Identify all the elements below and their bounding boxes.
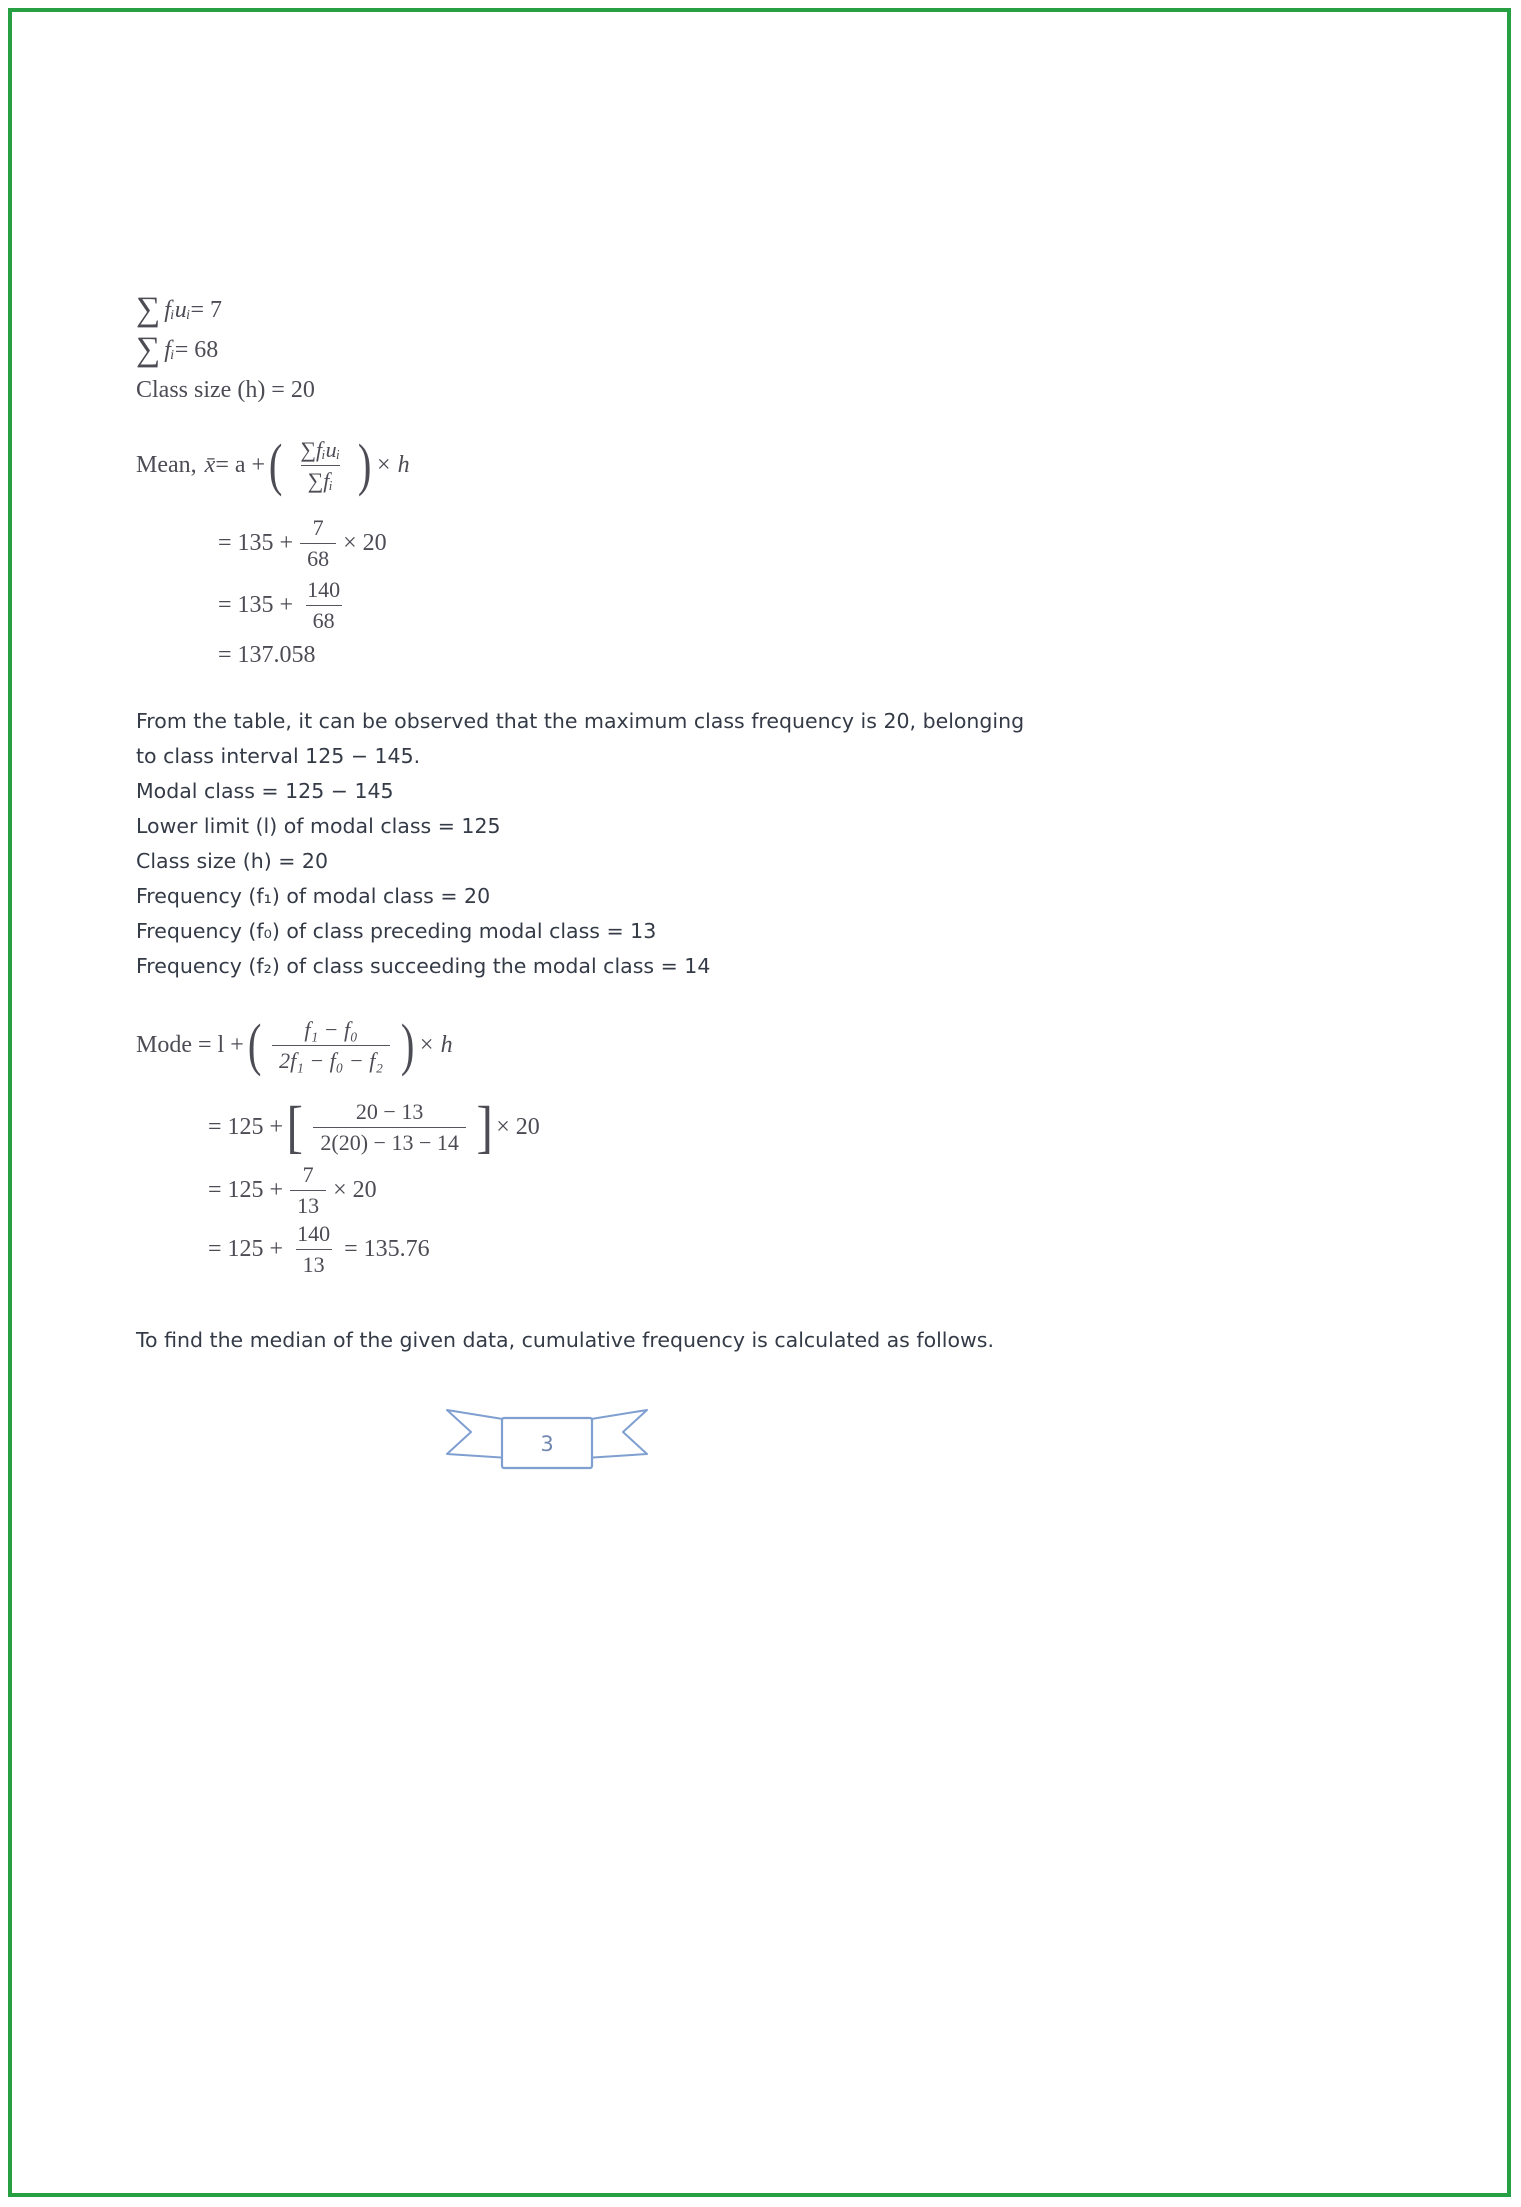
mean-fraction [293,435,347,495]
sum-fu-line [136,290,1507,330]
ribbon-left-tail [447,1410,509,1458]
mean-step1-fraction [300,513,336,573]
mode-frac-denominator: 2f₁ − f₀ − f₂ [272,1045,390,1076]
mean-frac-denominator: ∑fᵢ [301,465,340,496]
mean-label: Mean, [136,451,197,478]
ribbon-right-tail [585,1410,647,1458]
sum-fu-value: = 7 [190,296,223,323]
page-number-banner [441,1404,653,1478]
sum-f-value: = 68 [174,336,219,363]
mode-step-2 [208,1162,1507,1218]
mean-step1-prefix: = 135 + [218,529,294,556]
mode-step3-result: = 135.76 [344,1235,430,1262]
mode-step1-prefix: = 125 + [208,1113,284,1140]
observation-paragraph: From the table, it can be observed that the maximum class frequency is 20, belonging to class interval 125 − 145. [136,709,1025,768]
mode-step3-numerator: 140 [297,1221,331,1246]
mode-head: Mode = l + [136,1031,244,1058]
mode-step-3 [208,1218,1507,1280]
mode-times-h: × h [418,1031,453,1058]
sigma-symbol: ∑ [136,331,161,368]
sum-f-line [136,330,1507,370]
mode-step2-prefix: = 125 + [208,1176,284,1203]
mean-formula [136,428,1507,502]
mean-step-1 [218,512,1507,574]
lower-limit-line: Lower limit (l) of modal class = 125 [136,814,501,838]
mean-step1-denominator: 68 [300,543,336,574]
mode-step2-fraction [290,1160,326,1220]
mean-times-h: × h [375,451,410,478]
mode-step2-numerator: 7 [302,1162,314,1187]
mode-step1-numerator: 20 − 13 [355,1099,424,1124]
mode-formula [136,1006,1507,1084]
open-paren: ( [268,432,283,497]
ribbon-graphic [441,1404,653,1478]
page-content [12,12,1507,1478]
sigma-symbol: ∑ [136,291,161,328]
mean-step2-denominator: 68 [306,605,342,636]
modal-class-line: Modal class = 125 − 145 [136,779,394,803]
mean-step-2 [218,574,1507,636]
mean-step2-fraction [300,575,347,635]
mode-step3-fraction [290,1219,337,1279]
class-size-line-2: Class size (h) = 20 [136,849,328,873]
page-number: 3 [540,1432,554,1456]
close-paren: ) [358,432,372,497]
mean-step2-numerator: 140 [307,577,341,602]
open-bracket: [ [286,1094,303,1159]
mean-frac-numerator: ∑fᵢuᵢ [300,437,341,462]
mode-step1-denominator: 2(20) − 13 − 14 [313,1127,465,1158]
open-paren: ( [247,1012,262,1077]
close-bracket: ] [476,1094,493,1159]
close-paren: ) [400,1012,415,1077]
mode-step1-suffix: × 20 [496,1113,540,1140]
observations-block [136,704,1507,984]
frequency-f1-line: Frequency (f₁) of modal class = 20 [136,884,491,908]
mode-step3-prefix: = 125 + [208,1235,284,1262]
frequency-f2-line: Frequency (f₂) of class succeeding the modal class = 14 [136,954,711,978]
mean-result: = 137.058 [218,641,316,668]
mean-head-rest: = a + [215,451,266,478]
mode-step2-denominator: 13 [290,1190,326,1221]
mean-step1-numerator: 7 [312,515,324,540]
mode-step1-fraction [313,1097,465,1157]
sum-f-expression: fᵢ [164,336,175,363]
mean-xbar: x̄ [204,451,216,478]
mode-step-1 [208,1092,1507,1162]
mode-step2-suffix: × 20 [333,1176,377,1203]
mean-step1-suffix: × 20 [343,529,387,556]
mode-step3-denominator: 13 [296,1249,332,1280]
mode-frac-numerator: f₁ − f₀ [304,1017,358,1042]
median-note: To find the median of the given data, cumulative frequency is calculated as follows. [136,1328,995,1352]
document-page [8,8,1511,2197]
mean-step2-prefix: = 135 + [218,591,294,618]
frequency-f0-line: Frequency (f₀) of class preceding modal class = 13 [136,919,657,943]
summation-block [136,290,1507,410]
class-size-line: Class size (h) = 20 [136,376,315,403]
sum-fu-expression: fᵢuᵢ [164,296,191,323]
mode-fraction [272,1015,390,1075]
